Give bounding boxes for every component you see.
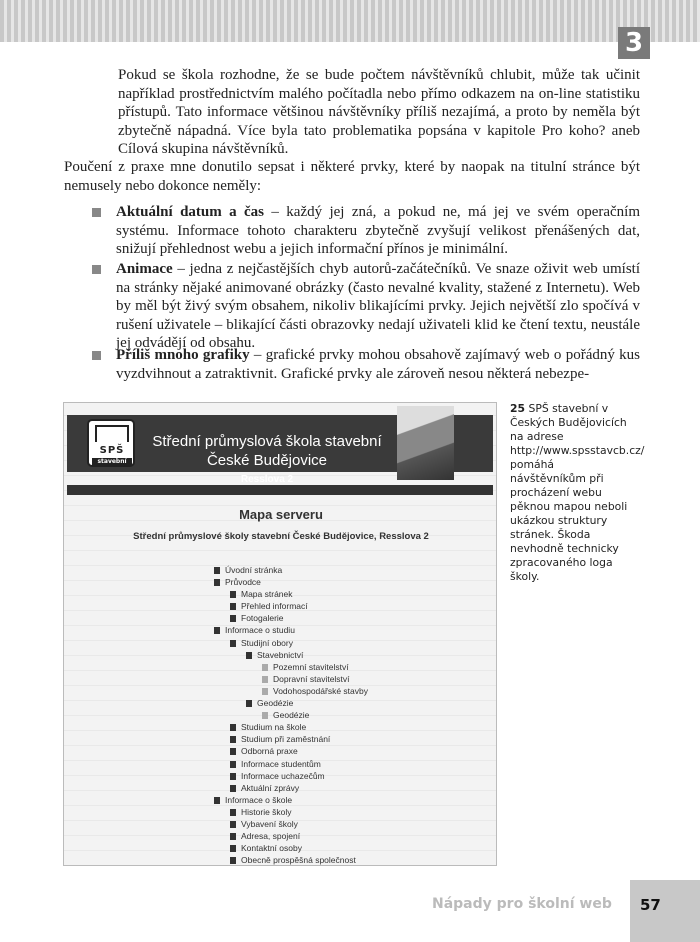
sitemap-link[interactable]: Fotogalerie — [241, 612, 497, 624]
sitemap-link[interactable]: Průvodce — [225, 576, 497, 588]
chapter-number-badge: 3 — [618, 27, 650, 59]
sitemap-link[interactable]: Dopravní stavitelství — [273, 673, 497, 685]
site-title: Střední průmyslová škola stavební České Budějovice Resslova 2 — [152, 433, 382, 485]
sitemap-link[interactable]: Aktuální zprávy — [241, 782, 497, 794]
nav-bar — [67, 485, 493, 495]
sitemap-link[interactable]: Přehled informací — [241, 600, 497, 612]
sitemap-link[interactable]: Studium při zaměstnání — [241, 733, 497, 745]
bullet-text: – jedna z nejčastějších chyb autorů-začátečníků. Ve snaze oživit web umístí na stránky nějaké animované obrázky (často nevalné kvality, stažené z Internetu). Web by měl být živý svým obsahem, nikoliv blikajícími prvky. Jejich největší zlo spočívá v rušení uživatele – blikající části obrazovky nedají uživateli klid ke čtení textu, neustále jej odvádějí od obsahu. — [116, 261, 640, 352]
school-logo: SPŠ stavební — [87, 419, 135, 467]
school-building-photo — [397, 406, 454, 480]
sitemap-link[interactable]: Stavebnictví — [257, 649, 497, 661]
paragraph-lead: Poučení z praxe mne donutilo sepsat i některé prvky, které by naopak na titulní stránce být nemusely nebo dokonce neměly: — [64, 159, 640, 194]
sitemap-link[interactable]: Informace studentům — [241, 758, 497, 770]
map-subheading: Střední průmyslové školy stavební České Budějovice, Resslova 2 — [133, 531, 429, 542]
bullet-term: Příliš mnoho grafiky — [116, 347, 250, 363]
running-title: Nápady pro školní web — [432, 896, 612, 912]
sitemap-link[interactable]: Studijní obory — [241, 637, 497, 649]
sitemap-link[interactable]: Úvodní stránka — [225, 564, 497, 576]
bullet-item — [116, 203, 640, 259]
sitemap-link[interactable]: Vybavení školy — [241, 818, 497, 830]
bullet-text: – grafické prvky mohou obsahově zajímavý web o pořádný kus vyzdvihnout a zatraktivnit. Grafické prvky ale zároveň nesou některá nebezpe- — [116, 347, 640, 382]
sitemap-link[interactable]: Informace o studiu — [225, 624, 497, 636]
sitemap-link[interactable]: Studium na škole — [241, 721, 497, 733]
paragraph-intro: Pokud se škola rozhodne, že se bude počtem návštěvníků chlubit, může tak učinit například prostřednictvím malého počítadla nebo přímo odkazem na on-line statistiku přístupů. Tato informace většinou návštěvníky příliš nezajímá, a proto by neměla být zbytečně nápadná. Více byla tato problematika popsána v kapitole Pro koho? aneb Cílová skupina návštěvníků. — [118, 67, 640, 158]
bullet-term: Aktuální datum a čas — [116, 204, 265, 220]
header-stripe-band — [0, 0, 700, 42]
sitemap-link[interactable]: Adresa, spojení — [241, 830, 497, 842]
sitemap-tree — [64, 564, 497, 866]
figure-caption — [510, 402, 645, 584]
figure-screenshot — [63, 402, 497, 866]
bullet-term: Animace — [116, 261, 173, 277]
sitemap-link[interactable]: Pozemní stavitelství — [273, 661, 497, 673]
sitemap-link[interactable]: Geodézie — [257, 697, 497, 709]
caption-number: 25 — [510, 402, 526, 415]
sitemap-link[interactable]: Vodohospodářské stavby — [273, 685, 497, 697]
sitemap-link[interactable]: Informace o škole — [225, 794, 497, 806]
sitemap-link[interactable]: Odborná praxe — [241, 745, 497, 757]
sitemap-link[interactable]: Obecně prospěšná společnost — [241, 854, 497, 866]
map-heading: Mapa serveru — [239, 507, 323, 522]
bullet-item — [116, 260, 640, 353]
sitemap-link[interactable]: Informace uchazečům — [241, 770, 497, 782]
bullet-item — [116, 346, 640, 383]
sitemap-link[interactable]: Historie školy — [241, 806, 497, 818]
bullet-text: – každý jej zná, a pokud ne, má jej ve svém operačním systému. Informace tohoto charakteru zbytečně zvyšují velikost přenášených dat, snižují přehlednost webu a jejich informační přínos je minimální. — [116, 204, 640, 258]
page-number: 57 — [640, 896, 661, 914]
sitemap-link[interactable]: Mapa stránek — [241, 588, 497, 600]
sitemap-link[interactable]: Kontaktní osoby — [241, 842, 497, 854]
caption-text: SPŠ stavební v Českých Budějovicích na adrese http://www.spsstavcb.cz/ pomáhá návštěvníkům při procházení webu pěknou mapou neboli ukázkou struktury stránek. Škoda nevhodně technicky zpracovaného loga školy. — [510, 402, 645, 583]
sitemap-link[interactable]: Geodézie — [273, 709, 497, 721]
